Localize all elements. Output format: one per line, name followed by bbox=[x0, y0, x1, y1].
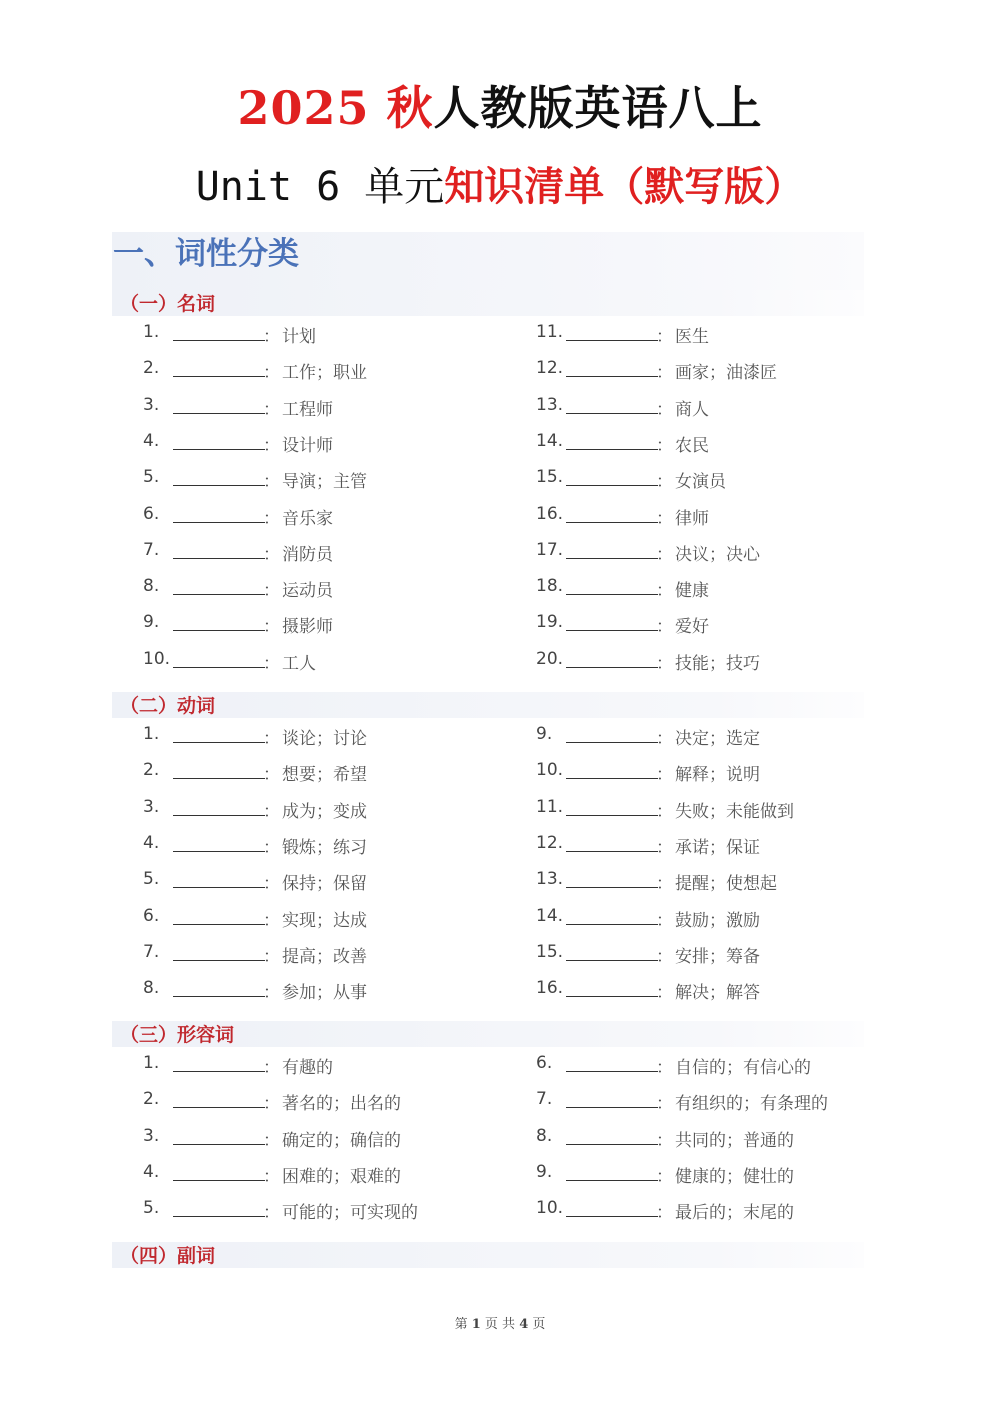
item-number: 2. bbox=[143, 358, 160, 379]
item-number: 4. bbox=[143, 832, 160, 853]
item-colon: ： bbox=[263, 729, 280, 749]
item-meaning: 决定；选定 bbox=[675, 729, 760, 749]
item-number: 18. bbox=[536, 576, 564, 597]
item-number: 10. bbox=[143, 648, 171, 669]
item-number: 3. bbox=[143, 796, 160, 817]
item-number: 7. bbox=[143, 941, 160, 962]
item-colon: ： bbox=[656, 435, 673, 456]
item-colon: ： bbox=[656, 1130, 673, 1151]
item-number: 15. bbox=[536, 467, 564, 488]
item-colon: ： bbox=[656, 617, 673, 638]
answer-blank[interactable] bbox=[173, 449, 265, 450]
item-number: 4. bbox=[143, 430, 160, 451]
item-colon: ： bbox=[656, 508, 673, 529]
answer-blank[interactable] bbox=[566, 449, 658, 450]
answer-blank[interactable] bbox=[173, 376, 265, 377]
item-colon: ： bbox=[263, 1203, 280, 1224]
answer-blank[interactable] bbox=[566, 1144, 658, 1145]
item-number: 15. bbox=[536, 941, 564, 962]
answer-blank[interactable] bbox=[173, 742, 265, 743]
item-meaning: 实现；达成 bbox=[282, 910, 367, 931]
item-colon: ： bbox=[263, 983, 280, 1004]
item-number: 3. bbox=[143, 1125, 160, 1146]
item-meaning: 保持；保留 bbox=[282, 874, 367, 895]
item-colon: ： bbox=[263, 508, 280, 529]
item-number: 20. bbox=[536, 648, 564, 669]
answer-blank[interactable] bbox=[566, 667, 658, 668]
item-colon: ： bbox=[656, 801, 673, 822]
item-meaning: 计划 bbox=[282, 327, 316, 347]
footer-total-pages: 4 bbox=[519, 1317, 529, 1332]
answer-blank[interactable] bbox=[566, 1180, 658, 1181]
answer-blank[interactable] bbox=[566, 1071, 658, 1072]
item-colon: ： bbox=[656, 1058, 673, 1078]
item-meaning: 安排；筹备 bbox=[675, 946, 760, 967]
answer-blank[interactable] bbox=[566, 1216, 658, 1217]
subtitle-plain: 单元 bbox=[364, 164, 445, 210]
item-colon: ： bbox=[263, 544, 280, 565]
item-number: 6. bbox=[536, 1053, 553, 1073]
answer-blank[interactable] bbox=[173, 887, 265, 888]
item-number: 1. bbox=[143, 322, 160, 342]
item-colon: ： bbox=[656, 729, 673, 749]
item-colon: ： bbox=[263, 581, 280, 602]
item-meaning: 解决；解答 bbox=[675, 983, 760, 1004]
item-meaning: 医生 bbox=[675, 327, 709, 347]
answer-blank[interactable] bbox=[566, 887, 658, 888]
item-meaning: 著名的；出名的 bbox=[282, 1094, 401, 1115]
item-number: 16. bbox=[536, 503, 564, 524]
answer-blank[interactable] bbox=[173, 924, 265, 925]
item-number: 3. bbox=[143, 394, 160, 415]
item-number: 11. bbox=[536, 796, 564, 817]
item-number: 9. bbox=[536, 724, 553, 744]
answer-blank[interactable] bbox=[173, 594, 265, 595]
answer-blank[interactable] bbox=[566, 340, 658, 341]
item-number: 11. bbox=[536, 322, 564, 342]
item-colon: ： bbox=[656, 946, 673, 967]
item-number: 19. bbox=[536, 612, 564, 633]
answer-blank[interactable] bbox=[173, 1144, 265, 1145]
answer-blank[interactable] bbox=[566, 1107, 658, 1108]
subtitle-red: 知识清单（默写版） bbox=[444, 163, 805, 210]
item-colon: ： bbox=[656, 472, 673, 493]
item-meaning: 健康 bbox=[675, 581, 709, 602]
item-colon: ： bbox=[263, 363, 280, 384]
group-title: （四）副词 bbox=[120, 1245, 216, 1267]
item-number: 1. bbox=[143, 1053, 160, 1073]
item-colon: ： bbox=[656, 765, 673, 786]
document-title bbox=[0, 72, 1000, 138]
item-meaning: 自信的；有信心的 bbox=[675, 1058, 811, 1078]
item-meaning: 技能；技巧 bbox=[675, 653, 760, 674]
footer-page-number: 1 bbox=[471, 1317, 481, 1332]
answer-blank[interactable] bbox=[173, 1216, 265, 1217]
item-colon: ： bbox=[656, 874, 673, 895]
item-number: 7. bbox=[536, 1089, 553, 1110]
item-colon: ： bbox=[263, 910, 280, 931]
answer-blank[interactable] bbox=[173, 960, 265, 961]
answer-blank[interactable] bbox=[173, 667, 265, 668]
item-colon: ： bbox=[263, 837, 280, 858]
item-colon: ： bbox=[263, 472, 280, 493]
item-meaning: 锻炼；练习 bbox=[282, 837, 367, 858]
item-colon: ： bbox=[656, 910, 673, 931]
answer-blank[interactable] bbox=[566, 960, 658, 961]
item-meaning: 导演；主管 bbox=[282, 472, 367, 493]
item-number: 1. bbox=[143, 724, 160, 744]
item-colon: ： bbox=[656, 544, 673, 565]
item-meaning: 设计师 bbox=[282, 435, 333, 456]
item-meaning: 想要；希望 bbox=[282, 765, 367, 786]
answer-blank[interactable] bbox=[566, 485, 658, 486]
item-colon: ： bbox=[656, 983, 673, 1004]
item-meaning: 有组织的；有条理的 bbox=[675, 1094, 828, 1115]
item-number: 2. bbox=[143, 1089, 160, 1110]
section-title: 一、词性分类 bbox=[113, 236, 299, 272]
item-colon: ： bbox=[263, 1058, 280, 1078]
answer-blank[interactable] bbox=[566, 522, 658, 523]
item-meaning: 提高；改善 bbox=[282, 946, 367, 967]
item-number: 12. bbox=[536, 358, 564, 379]
item-number: 4. bbox=[143, 1161, 160, 1182]
item-number: 17. bbox=[536, 539, 564, 560]
item-colon: ： bbox=[263, 1166, 280, 1187]
item-number: 13. bbox=[536, 394, 564, 415]
item-meaning: 音乐家 bbox=[282, 508, 333, 529]
item-number: 16. bbox=[536, 978, 564, 999]
answer-blank[interactable] bbox=[173, 522, 265, 523]
item-colon: ： bbox=[263, 435, 280, 456]
item-colon: ： bbox=[263, 765, 280, 786]
item-number: 14. bbox=[536, 430, 564, 451]
item-meaning: 工程师 bbox=[282, 399, 333, 420]
item-colon: ： bbox=[656, 1203, 673, 1224]
item-colon: ： bbox=[656, 399, 673, 420]
item-meaning: 画家；油漆匠 bbox=[675, 363, 777, 384]
item-meaning: 摄影师 bbox=[282, 617, 333, 638]
item-meaning: 确定的；确信的 bbox=[282, 1130, 401, 1151]
item-meaning: 提醒；使想起 bbox=[675, 874, 777, 895]
answer-blank[interactable] bbox=[173, 815, 265, 816]
item-colon: ： bbox=[263, 946, 280, 967]
item-number: 10. bbox=[536, 760, 564, 781]
item-colon: ： bbox=[263, 327, 280, 347]
item-meaning: 困难的；艰难的 bbox=[282, 1166, 401, 1187]
group-heading-bar bbox=[112, 1242, 864, 1268]
answer-blank[interactable] bbox=[173, 413, 265, 414]
answer-blank[interactable] bbox=[173, 851, 265, 852]
footer-suffix: 页 bbox=[532, 1317, 546, 1332]
answer-blank[interactable] bbox=[566, 778, 658, 779]
item-number: 12. bbox=[536, 832, 564, 853]
item-number: 5. bbox=[143, 869, 160, 890]
item-meaning: 承诺；保证 bbox=[675, 837, 760, 858]
item-number: 8. bbox=[143, 978, 160, 999]
answer-blank[interactable] bbox=[173, 996, 265, 997]
answer-blank[interactable] bbox=[173, 1107, 265, 1108]
item-colon: ： bbox=[263, 874, 280, 895]
item-number: 5. bbox=[143, 1198, 160, 1219]
item-number: 7. bbox=[143, 539, 160, 560]
item-meaning: 解释；说明 bbox=[675, 765, 760, 786]
item-colon: ： bbox=[263, 801, 280, 822]
item-number: 6. bbox=[143, 905, 160, 926]
answer-blank[interactable] bbox=[173, 778, 265, 779]
answer-blank[interactable] bbox=[173, 340, 265, 341]
item-meaning: 工人 bbox=[282, 653, 316, 674]
page-footer bbox=[0, 1313, 1000, 1332]
footer-middle: 页 共 bbox=[484, 1317, 516, 1332]
item-number: 6. bbox=[143, 503, 160, 524]
item-colon: ： bbox=[263, 653, 280, 674]
answer-blank[interactable] bbox=[566, 996, 658, 997]
item-colon: ： bbox=[656, 653, 673, 674]
item-meaning: 工作；职业 bbox=[282, 363, 367, 384]
footer-prefix: 第 bbox=[454, 1317, 468, 1332]
item-meaning: 农民 bbox=[675, 435, 709, 456]
item-colon: ： bbox=[263, 1094, 280, 1115]
item-meaning: 参加；从事 bbox=[282, 983, 367, 1004]
answer-blank[interactable] bbox=[566, 815, 658, 816]
item-meaning: 爱好 bbox=[675, 617, 709, 638]
document-subtitle bbox=[0, 155, 1000, 212]
answer-blank[interactable] bbox=[566, 594, 658, 595]
item-meaning: 最后的；末尾的 bbox=[675, 1203, 794, 1224]
item-meaning: 女演员 bbox=[675, 472, 726, 493]
item-number: 14. bbox=[536, 905, 564, 926]
item-meaning: 律师 bbox=[675, 508, 709, 529]
item-colon: ： bbox=[656, 363, 673, 384]
group-title: （三）形容词 bbox=[120, 1024, 235, 1046]
group-heading-bar bbox=[112, 692, 864, 718]
group-heading-bar bbox=[112, 290, 864, 316]
item-number: 5. bbox=[143, 467, 160, 488]
item-number: 2. bbox=[143, 760, 160, 781]
item-number: 8. bbox=[536, 1125, 553, 1146]
item-colon: ： bbox=[263, 399, 280, 420]
item-meaning: 成为；变成 bbox=[282, 801, 367, 822]
item-meaning: 谈论；讨论 bbox=[282, 729, 367, 749]
item-meaning: 共同的；普通的 bbox=[675, 1130, 794, 1151]
item-meaning: 有趣的 bbox=[282, 1058, 333, 1078]
answer-blank[interactable] bbox=[566, 558, 658, 559]
item-colon: ： bbox=[656, 1166, 673, 1187]
item-meaning: 健康的；健壮的 bbox=[675, 1166, 794, 1187]
answer-blank[interactable] bbox=[173, 485, 265, 486]
answer-blank[interactable] bbox=[173, 1180, 265, 1181]
subtitle-unit: Unit 6 bbox=[195, 164, 365, 210]
item-number: 13. bbox=[536, 869, 564, 890]
title-year: 2025 秋 bbox=[237, 81, 434, 135]
item-colon: ： bbox=[656, 1094, 673, 1115]
answer-blank[interactable] bbox=[173, 1071, 265, 1072]
item-colon: ： bbox=[263, 617, 280, 638]
item-meaning: 消防员 bbox=[282, 544, 333, 565]
item-number: 8. bbox=[143, 576, 160, 597]
item-colon: ： bbox=[656, 581, 673, 602]
answer-blank[interactable] bbox=[566, 413, 658, 414]
item-meaning: 运动员 bbox=[282, 581, 333, 602]
group-title: （一）名词 bbox=[120, 293, 216, 315]
answer-blank[interactable] bbox=[566, 630, 658, 631]
group-title: （二）动词 bbox=[120, 695, 216, 717]
answer-blank[interactable] bbox=[566, 742, 658, 743]
answer-blank[interactable] bbox=[566, 924, 658, 925]
title-rest: 人教版英语八上 bbox=[433, 81, 763, 135]
item-meaning: 失败；未能做到 bbox=[675, 801, 794, 822]
item-meaning: 商人 bbox=[675, 399, 709, 420]
item-meaning: 可能的；可实现的 bbox=[282, 1203, 418, 1224]
item-number: 10. bbox=[536, 1198, 564, 1219]
item-colon: ： bbox=[656, 837, 673, 858]
item-meaning: 鼓励；激励 bbox=[675, 910, 760, 931]
item-colon: ： bbox=[656, 327, 673, 347]
answer-blank[interactable] bbox=[566, 851, 658, 852]
item-meaning: 决议；决心 bbox=[675, 544, 760, 565]
item-number: 9. bbox=[536, 1161, 553, 1182]
answer-blank[interactable] bbox=[173, 630, 265, 631]
answer-blank[interactable] bbox=[173, 558, 265, 559]
answer-blank[interactable] bbox=[566, 376, 658, 377]
item-colon: ： bbox=[263, 1130, 280, 1151]
item-number: 9. bbox=[143, 612, 160, 633]
